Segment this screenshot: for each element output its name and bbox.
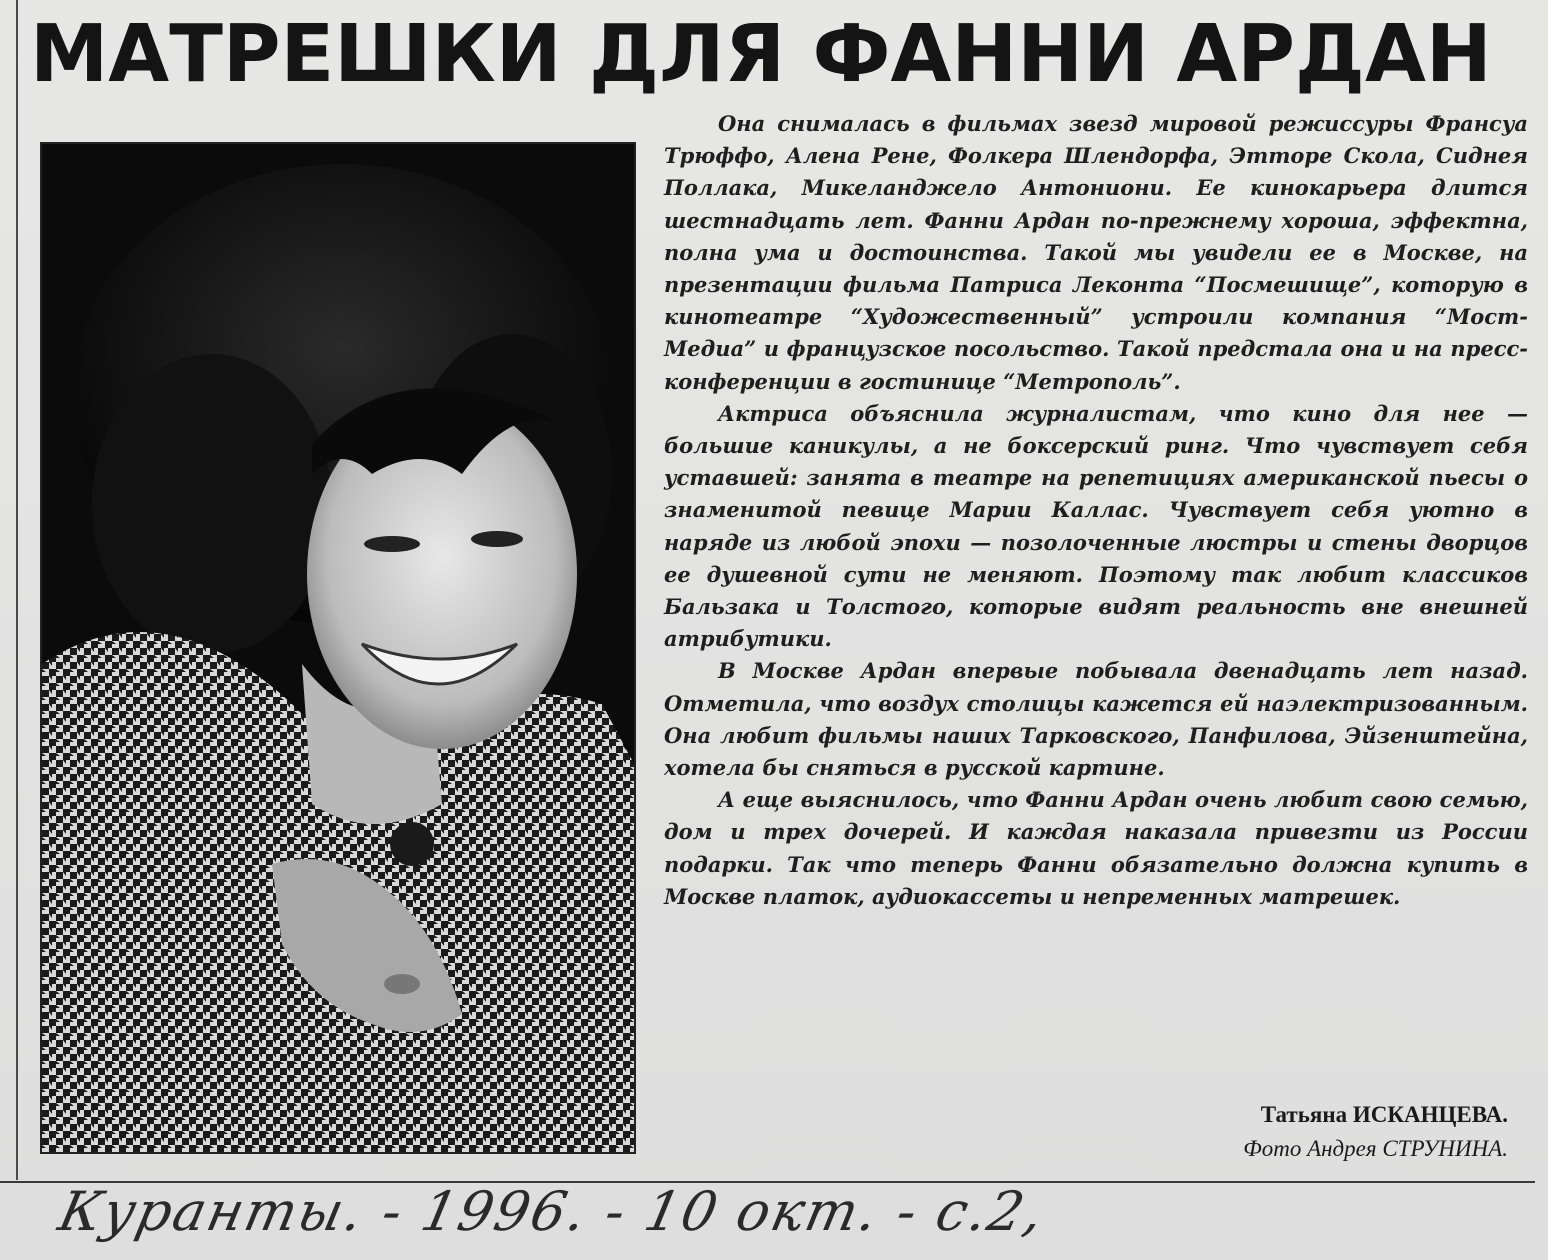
byline: [908, 1098, 1508, 1166]
headline: МАТРЕШКИ ДЛЯ ФАННИ АРДАН: [30, 8, 1492, 100]
article-paragraph-3: В Москве Ардан впервые побывала двенадцать лет назад. Отметила, что воздух столицы кажется ей наэлектризованным. Она любит фильмы наших Тарковского, Панфилова, Эйзенштейна, хотела бы сняться в русской картине.: [664, 658, 1528, 781]
article-body: [664, 108, 1528, 1088]
portrait-photo: [40, 142, 636, 1154]
author-name: Татьяна ИСКАНЦЕВА.: [1260, 1102, 1508, 1127]
article-paragraph-1: Она снималась в фильмах звезд мировой режиссуры Франсуа Трюффо, Алена Рене, Фолкера Шлендорфа, Этторе Скола, Сиднея Поллака, Микеланджело Антониони. Ее кинокарьера длится шестнадцать лет. Фанни Ардан по-прежнему хороша, эффектна, полна ума и достоинства. Такой мы увидели ее в Москве, на презентации фильма Патриса Леконта “Посмешище”, которую в кинотеатре “Художественный” устроили компания “Мост-Медиа” и французское посольство. Такой предстала она и на пресс-конференции в гостинице “Метрополь”.: [664, 111, 1528, 394]
left-border-rule: [16, 0, 18, 1180]
article-paragraph-2: Актриса объяснила журналистам, что кино для нее — большие каникулы, а не боксерский ринг. Что чувствует себя уставшей: занята в театре на репетициях американской пьесы о знаменитой певице Марии Каллас. Чувствует себя уютно в наряде из любой эпохи — позолоченные люстры и стены дворцов ее душевной сути не меняют. Поэтому так любит классиков Бальзака и Толстого, которые видят реальность вне внешней атрибутики.: [664, 400, 1528, 652]
photo-credit: Фото Андрея СТРУНИНА.: [1243, 1136, 1508, 1161]
portrait-photo-illustration: [42, 144, 634, 1152]
article-paragraph-4: А еще выяснилось, что Фанни Ардан очень любит свою семью, дом и трех дочерей. И каждая наказала привезти из России подарки. Так что теперь Фанни обязательно должна купить в Москве платок, аудиокассеты и непременных матрешек.: [664, 787, 1528, 909]
handwritten-source-note: Куранты. - 1996. - 10 окт. - с.2,: [53, 1180, 1051, 1243]
